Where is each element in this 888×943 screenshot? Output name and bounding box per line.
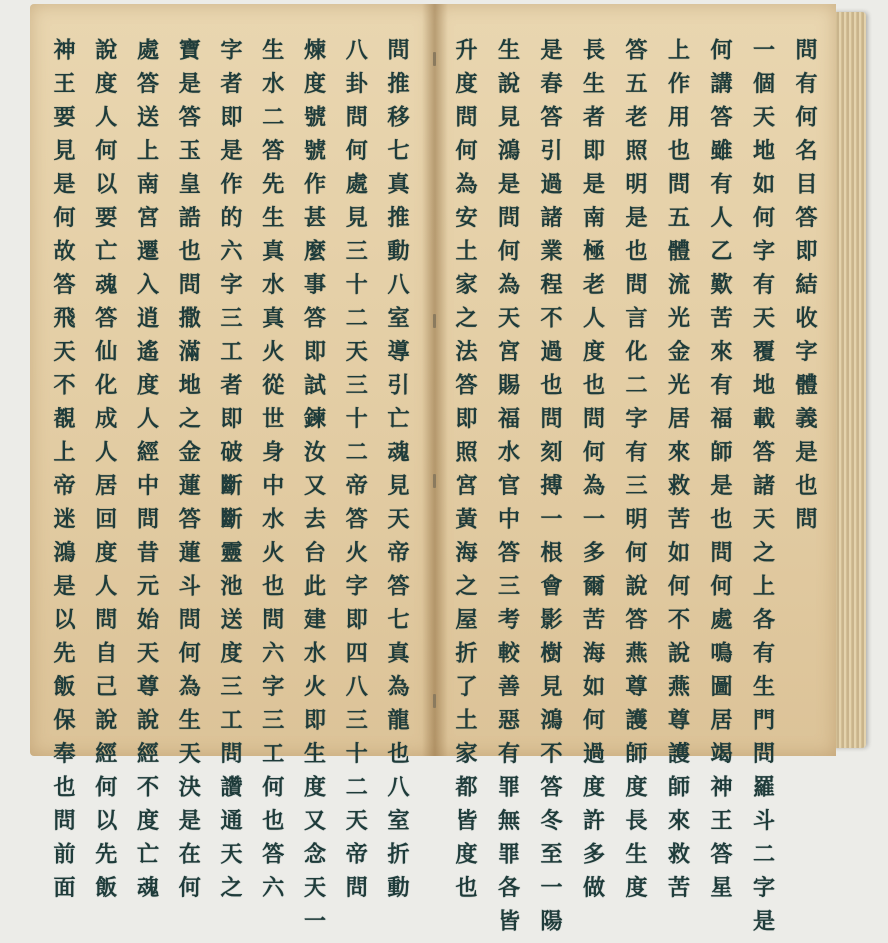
right-page-text: [452, 38, 818, 943]
text-column: 寶是答玉皇誥也問撒滿地之金蓮答蓮斗問何為生天決是在何: [175, 38, 202, 909]
open-book: [30, 4, 866, 943]
binding-stitch: [433, 314, 436, 328]
text-column: 生水二答先生真水真火從世身中水火也問六字三工何也答六: [258, 38, 285, 909]
text-column: 是春答引過諸業程不過也問刻搏一根會影樹見鴻不答冬至一陽: [537, 38, 563, 943]
text-column: 生說見鴻是問何為天宮賜福水官中答三考較善惡有罪無罪各皆: [494, 38, 521, 943]
binding-stitch: [433, 52, 436, 66]
text-column: 上作用也問五體流光金光居來救苦如何不說燕尊護師來救苦: [664, 38, 691, 909]
text-column: 字者即是作的六字三工者即破斷斷靈池送度三工問讚通天之: [217, 38, 243, 909]
text-column: 問推移七真推動八室導引亡魂見天帝答七真為龍也八室折動: [384, 38, 410, 909]
text-column: 長生者即是南極老人度也問何為一多爾苦海如何過度許多做: [579, 38, 606, 909]
text-column: 問有何名目答即結收字體義是也問: [792, 38, 818, 541]
left-page: [30, 4, 434, 943]
binding-stitch: [433, 694, 436, 708]
text-column: 何講答雖有人乙歎苦來有福師是也問何處鳴圖居竭神王答星: [707, 38, 733, 909]
text-column: 升度問何為安土家之法答即照宮黃海之屋折了土家都皆度也: [452, 38, 478, 909]
left-page-text: [50, 38, 410, 943]
binding-stitch: [433, 474, 436, 488]
text-column: 說度人何以要亡魂答仙化成人居回度人問自己說經何以先飯: [91, 38, 118, 909]
right-page: [434, 4, 836, 943]
page-block-edge: [832, 12, 866, 748]
text-column: 神王要見是何故答飛天不覩上帝迷鴻是以先飯保奉也問前面: [50, 38, 76, 909]
text-column: 處答送上南宮遷入逍遙度人經中問昔元始天尊說經不度亡魂: [133, 38, 160, 909]
text-column: 八卦問何處見三十二天三十二帝答火字即四八三十二天帝問: [342, 38, 369, 909]
text-column: 一個天地如何字有天覆地載答諸天之上各有生門問羅斗二字是: [749, 38, 776, 943]
text-column: 煉度號號作甚麼事答即試鍊汝又去台此建水火即生度又念天一: [300, 38, 327, 943]
text-column: 答五老照明是也問言化二字有三明何說答燕尊護師度長生度: [622, 38, 648, 909]
